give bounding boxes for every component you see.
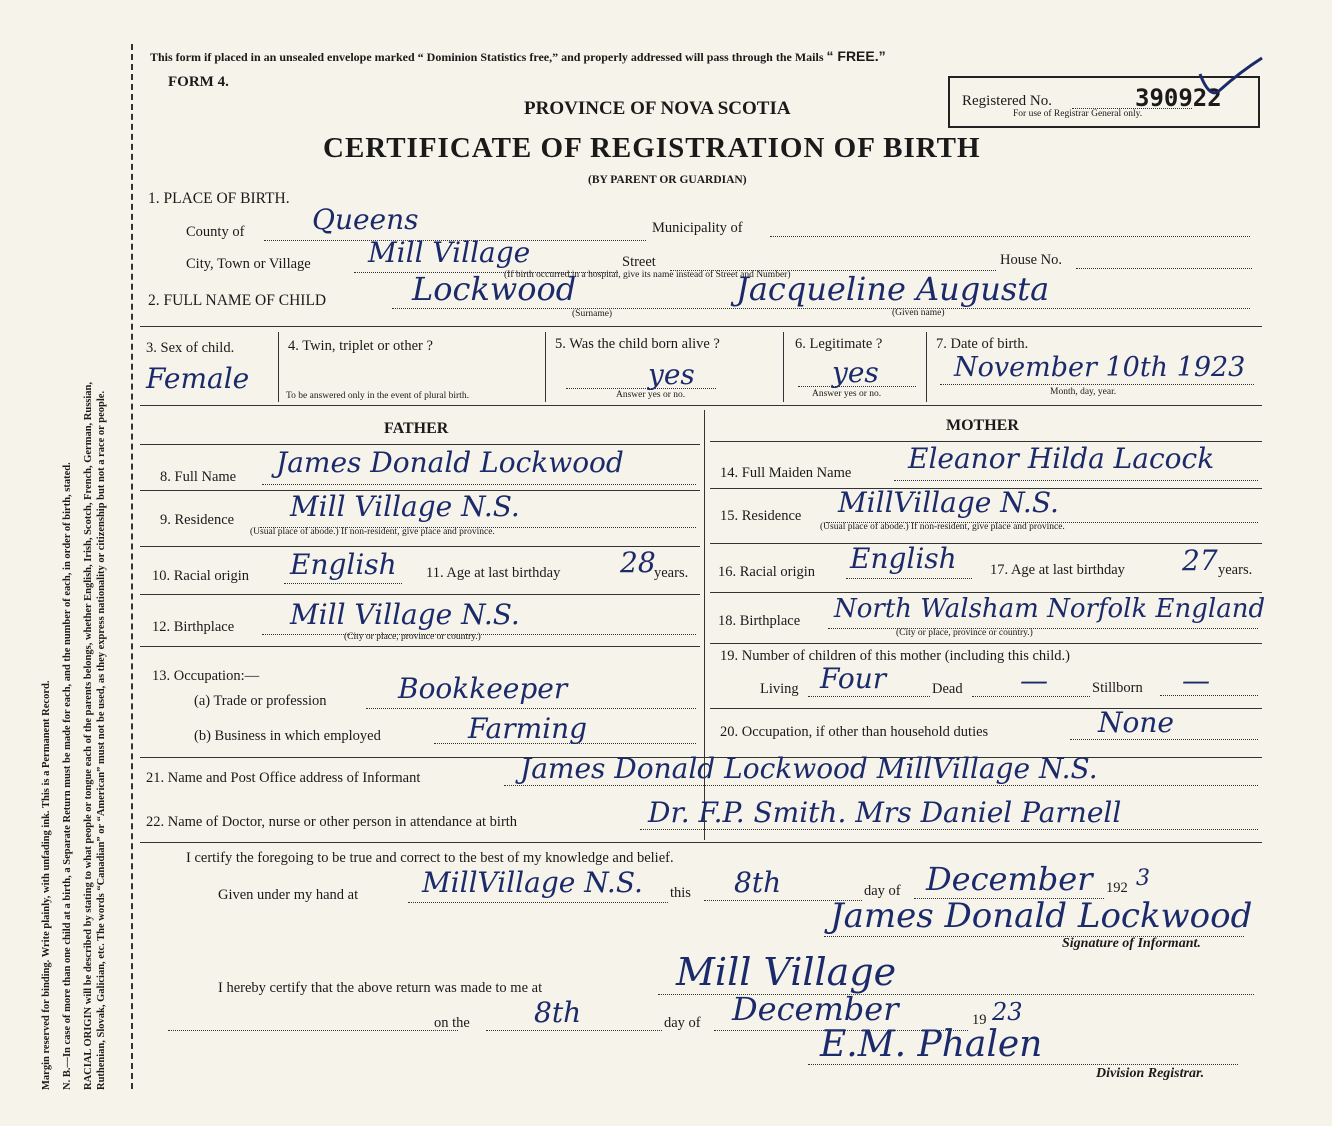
given-place-line [408, 902, 668, 903]
margin-line-2: N. B.—In case of more than one child at a birth, a Separate Return must be made for each, and the number of each, in order of birth, stated. [62, 462, 73, 1090]
col-sep-1 [278, 332, 279, 402]
legitimate-value: yes [832, 356, 879, 389]
certificate-subtitle: (BY PARENT OR GUARDIAN) [588, 174, 747, 186]
city-value: Mill Village [368, 236, 531, 269]
alive-value: yes [648, 358, 695, 391]
mother-name-line [894, 480, 1258, 481]
dob-label: 7. Date of birth. [936, 336, 1029, 352]
county-value: Queens [312, 203, 419, 236]
dob-note: Month, day, year. [1050, 387, 1117, 397]
registrar-label: Division Registrar. [1096, 1066, 1205, 1081]
father-birthplace-note: (City or place, province or country.) [344, 632, 481, 642]
child-surname: Lockwood [412, 270, 577, 308]
certify-statement: I certify the foregoing to be true and correct to the best of my knowledge and belief. [186, 850, 674, 866]
place-heading: 1. PLACE OF BIRTH. [148, 190, 290, 207]
house-label: House No. [1000, 252, 1063, 268]
mother-occupation-label: 20. Occupation, if other than household duties [720, 724, 989, 740]
given-label: Given under my hand at [218, 887, 359, 903]
father-heading: FATHER [384, 420, 449, 437]
registrar-place-value: Mill Village [676, 950, 897, 994]
house-line [1076, 268, 1252, 269]
child-name-label: 2. FULL NAME OF CHILD [148, 292, 327, 309]
mother-age-value: 27 [1182, 544, 1218, 577]
mail-note-text: This form if placed in an unsealed envelope marked “ Dominion Statistics free,” and properly addressed will pass through the Mails [150, 50, 824, 64]
margin-line-3: RACIAL ORIGIN will be described by stating to what people or tongue each of the parents belongs, whether English, Irish, Scotch, French, German, Russian, [83, 381, 94, 1090]
mail-note-free: “ FREE.” [826, 48, 886, 64]
mother-sep-4 [710, 643, 1262, 644]
living-label: Living [760, 681, 799, 697]
row-sep-bottom [140, 405, 1262, 406]
reg-day-line [486, 1030, 662, 1031]
mother-race-line [846, 578, 972, 579]
doctor-line [640, 829, 1258, 830]
business-value: Farming [468, 712, 588, 745]
mother-name-value: Eleanor Hilda Lacock [908, 442, 1215, 475]
stillborn-label: Stillborn [1092, 680, 1143, 696]
father-sep-3 [140, 594, 700, 595]
stillborn-value: — [1182, 664, 1210, 697]
day-of-label: day of [864, 883, 901, 899]
children-label: 19. Number of children of this mother (including this child.) [720, 648, 1070, 664]
reg-day-of-label: day of [664, 1015, 701, 1031]
province-heading: PROVINCE OF NOVA SCOTIA [524, 98, 791, 119]
twin-label: 4. Twin, triplet or other ? [288, 338, 433, 354]
day-value: 8th [734, 866, 782, 899]
year-value: 3 [1136, 866, 1150, 891]
col-sep-3 [783, 332, 784, 402]
legitimate-note: Answer yes or no. [812, 389, 882, 399]
reg-left-line [168, 1030, 458, 1031]
living-value: Four [820, 662, 887, 695]
mother-res-value: MillVillage N.S. [838, 486, 1059, 519]
mother-birthplace-line [828, 628, 1258, 629]
mother-age-unit: years. [1218, 562, 1253, 578]
father-res-note: (Usual place of abode.) If non-resident, give place and province. [250, 527, 495, 537]
sex-label: 3. Sex of child. [146, 340, 235, 356]
trade-line [366, 708, 696, 709]
father-birthplace-label: 12. Birthplace [152, 619, 235, 635]
registrar-statement: I hereby certify that the above return was made to me at [218, 980, 543, 996]
margin-line-1: Margin reserved for binding. Write plainly, with unfading ink. This is a Permanent Record. [41, 680, 52, 1090]
col-sep-4 [926, 332, 927, 402]
mother-name-label: 14. Full Maiden Name [720, 465, 852, 481]
reg-month-value: December [732, 990, 899, 1028]
mother-sep-2 [710, 543, 1262, 544]
mother-race-value: English [850, 542, 957, 575]
father-race-label: 10. Racial origin [152, 568, 250, 584]
occupation-heading: 13. Occupation:— [152, 668, 260, 684]
dob-value: November 10th 1923 [954, 352, 1246, 383]
father-sep-4 [140, 646, 700, 647]
check-mark-icon [1190, 52, 1270, 112]
given-place-value: MillVillage N.S. [422, 866, 643, 899]
father-sep-0 [140, 444, 700, 445]
this-label: this [670, 885, 691, 901]
trade-label: (a) Trade or profession [194, 693, 327, 709]
dead-label: Dead [932, 681, 963, 697]
on-the-label: on the [434, 1015, 470, 1031]
mother-sep-5 [710, 708, 1262, 709]
father-birthplace-value: Mill Village N.S. [290, 598, 520, 631]
mother-age-label: 17. Age at last birthday [990, 562, 1125, 578]
given-name-note: (Given name) [892, 308, 945, 318]
father-res-label: 9. Residence [160, 512, 235, 528]
legitimate-label: 6. Legitimate ? [795, 336, 883, 352]
municipality-line [770, 236, 1250, 237]
row-sep-top [140, 326, 1262, 327]
informant-label: 21. Name and Post Office address of Informant [146, 770, 421, 786]
reg-year-prefix: 19 [972, 1012, 987, 1028]
father-name-value: James Donald Lockwood [276, 446, 624, 479]
sex-value: Female [146, 362, 250, 395]
mother-occupation-value: None [1098, 706, 1174, 739]
registered-label: Registered No. [962, 93, 1052, 109]
col-sep-2 [545, 332, 546, 402]
municipality-label: Municipality of [652, 220, 743, 236]
county-label: County of [186, 224, 245, 240]
certificate-title: CERTIFICATE OF REGISTRATION OF BIRTH [323, 132, 981, 164]
mail-note [150, 48, 886, 65]
business-label: (b) Business in which employed [194, 728, 381, 744]
registered-line [1072, 108, 1192, 109]
certify-sep [140, 842, 1262, 843]
child-name-line [392, 308, 1250, 309]
alive-note: Answer yes or no. [616, 390, 686, 400]
registrar-signature-line [808, 1064, 1238, 1065]
informant-signature: James Donald Lockwood [830, 896, 1253, 936]
form-number: FORM 4. [168, 74, 229, 90]
registered-note: For use of Registrar General only. [1013, 109, 1143, 119]
father-age-unit: years. [654, 565, 689, 581]
alive-label: 5. Was the child born alive ? [555, 336, 720, 352]
father-age-label: 11. Age at last birthday [426, 565, 561, 581]
hospital-note: (If birth occurred in a hospital, give its name instead of Street and Number) [504, 270, 791, 280]
signature-label: Signature of Informant. [1062, 936, 1201, 951]
reg-year-value: 23 [992, 998, 1023, 1026]
twin-note: To be answered only in the event of plural birth. [286, 391, 469, 401]
reg-day-value: 8th [534, 996, 582, 1029]
margin-line-4: Ruthenian, Slovak, Galician, etc. The words “Canadian” or “American” must not be used, as they express nationality or citizenship but not a race or people. [96, 390, 107, 1090]
father-race-line [284, 583, 402, 584]
mother-birthplace-label: 18. Birthplace [718, 613, 801, 629]
doctor-label: 22. Name of Doctor, nurse or other person in attendance at birth [146, 814, 518, 830]
living-line [808, 696, 930, 697]
father-name-label: 8. Full Name [160, 469, 237, 485]
doctor-value: Dr. F.P. Smith. Mrs Daniel Parnell [648, 796, 1122, 829]
father-race-value: English [290, 548, 397, 581]
year-prefix: 192 [1106, 880, 1128, 896]
registrar-signature: E.M. Phalen [820, 1024, 1043, 1065]
mother-birthplace-value: North Walsham Norfolk England [834, 594, 1266, 624]
father-name-line [262, 484, 696, 485]
informant-line [504, 785, 1258, 786]
father-age-value: 28 [620, 546, 656, 579]
trade-value: Bookkeeper [398, 672, 568, 705]
city-label: City, Town or Village [186, 256, 311, 272]
mother-birthplace-note: (City or place, province or country.) [896, 628, 1033, 638]
informant-value: James Donald Lockwood MillVillage N.S. [520, 752, 1098, 785]
mother-occupation-line [1070, 739, 1258, 740]
registered-number: 390922 [1135, 84, 1222, 112]
binding-perforation [131, 44, 133, 1089]
mother-race-label: 16. Racial origin [718, 564, 816, 580]
father-res-value: Mill Village N.S. [290, 490, 520, 523]
father-sep-2 [140, 546, 700, 547]
mother-sep-3 [710, 592, 1262, 593]
dob-line [940, 384, 1254, 385]
street-label: Street [622, 254, 656, 270]
child-given-name: Jacqueline Augusta [736, 270, 1050, 308]
month-value: December [926, 860, 1093, 898]
mother-res-label: 15. Residence [720, 508, 802, 524]
dead-value: — [1020, 664, 1048, 697]
surname-note: (Surname) [572, 309, 613, 319]
mother-heading: MOTHER [946, 417, 1019, 434]
mother-res-note: (Usual place of abode.) If non-resident, give place and province. [820, 522, 1065, 532]
margin-instructions [40, 10, 108, 1090]
